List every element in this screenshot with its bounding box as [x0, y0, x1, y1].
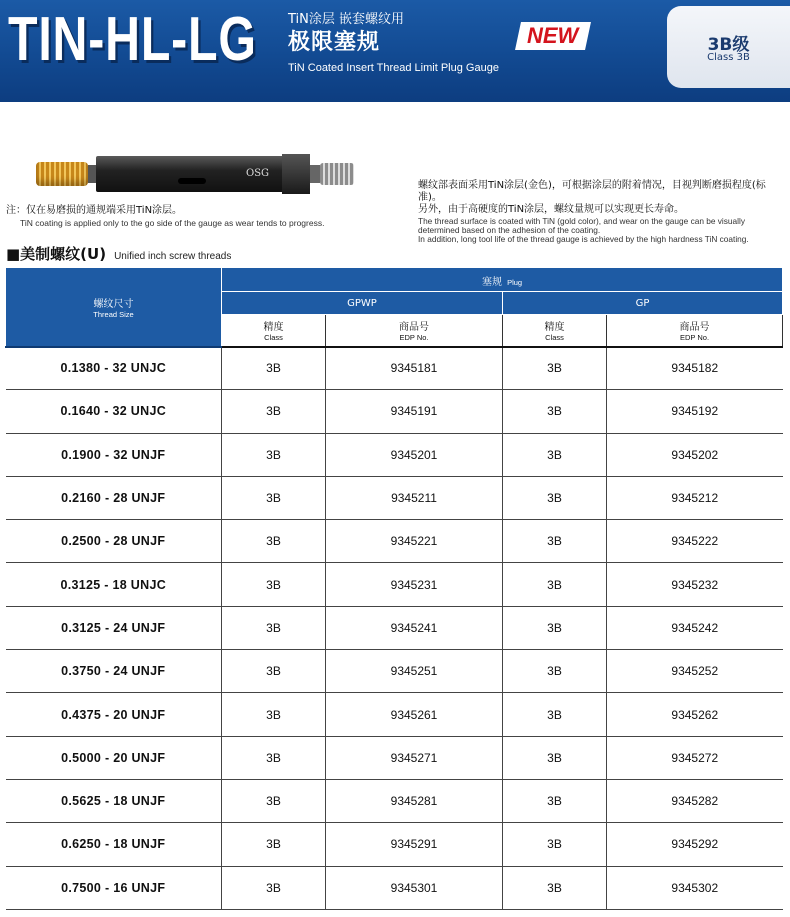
gpwp-class-cell: 3B	[222, 866, 326, 909]
coating-note-en: TiN coating is applied only to the go side of the gauge as wear tends to progress.	[20, 218, 325, 228]
spec-table	[5, 267, 783, 910]
gpwp-edp-cell: 9345251	[326, 650, 503, 693]
gp-edp-cell: 9345242	[607, 606, 783, 649]
gp-edp-header	[607, 315, 783, 347]
feature-en-1: The thread surface is coated with TiN (gold color), and wear on the gauge can be visually determined based on the adhesion of the coating.	[418, 215, 745, 235]
section-title-en: Unified inch screw threads	[114, 251, 232, 262]
table-row	[6, 866, 783, 909]
edp-header-en: EDP No.	[399, 333, 429, 343]
class-cn-label: 3B级	[707, 35, 750, 55]
gp-class-header	[503, 315, 607, 347]
gp-class-cell: 3B	[503, 433, 607, 476]
section-title-cn: ■美制螺纹(U)	[6, 245, 107, 263]
feature-en-2: In addition, long tool life of the thread gauge is achieved by the high hardness TiN coating.	[418, 234, 749, 245]
thread-size-header-cn: 螺纹尺寸	[93, 298, 134, 310]
table-row	[6, 563, 783, 606]
thread-size-cell: 0.5625 - 18 UNJF	[6, 779, 222, 822]
gpwp-edp-cell: 9345241	[326, 606, 503, 649]
thread-size-header-en: Thread Size	[93, 309, 134, 319]
class-header-en: Class	[264, 333, 283, 343]
gpwp-class-cell: 3B	[222, 736, 326, 779]
class-box	[667, 6, 790, 88]
subtitle-en: TiN Coated Insert Thread Limit Plug Gauge	[288, 62, 499, 74]
gpwp-edp-cell: 9345281	[326, 779, 503, 822]
gpwp-class-cell: 3B	[222, 823, 326, 866]
header-banner	[0, 0, 790, 102]
thread-size-cell: 0.7500 - 16 UNJF	[6, 866, 222, 909]
gp-header	[503, 292, 783, 315]
gpwp-header	[222, 292, 503, 315]
gp-class-cell: 3B	[503, 823, 607, 866]
class-en-label: Class 3B	[707, 52, 750, 63]
table-row	[6, 650, 783, 693]
gp-class-cell: 3B	[503, 606, 607, 649]
thread-size-header	[6, 268, 222, 347]
feature-description	[418, 180, 784, 244]
gpwp-edp-cell: 9345271	[326, 736, 503, 779]
gpwp-class-cell: 3B	[222, 650, 326, 693]
class-header-en: Class	[545, 333, 564, 343]
feature-cn-1: 螺纹部表面采用TiN涂层(金色)，可根据涂层的附着情况，目视判断磨损程度(标准)。	[418, 180, 766, 204]
gp-edp-cell: 9345202	[607, 433, 783, 476]
new-badge	[515, 22, 591, 50]
feature-cn-2: 另外，由于高硬度的TiN涂层，螺纹量规可以实现更长寿命。	[418, 204, 685, 216]
gpwp-class-cell: 3B	[222, 563, 326, 606]
table-row	[6, 390, 783, 433]
gpwp-edp-cell: 9345221	[326, 520, 503, 563]
thread-size-cell: 0.2500 - 28 UNJF	[6, 520, 222, 563]
thread-size-cell: 0.3125 - 18 UNJC	[6, 563, 222, 606]
table-row	[6, 693, 783, 736]
nogo-thread-silver	[320, 163, 354, 185]
thread-size-cell: 0.2160 - 28 UNJF	[6, 476, 222, 519]
section-heading	[6, 243, 231, 264]
coating-note	[6, 201, 406, 228]
gp-edp-cell: 9345232	[607, 563, 783, 606]
gp-edp-cell: 9345292	[607, 823, 783, 866]
go-thread-gold	[36, 162, 88, 186]
spec-table-body	[6, 347, 783, 910]
gp-header-label: GP	[635, 297, 650, 309]
gp-edp-cell: 9345302	[607, 866, 783, 909]
gpwp-class-cell: 3B	[222, 779, 326, 822]
gauge-handle	[96, 156, 296, 192]
thread-size-cell: 0.5000 - 20 UNJF	[6, 736, 222, 779]
table-row	[6, 476, 783, 519]
edp-header-en: EDP No.	[680, 333, 710, 343]
gauge-neck-right	[310, 165, 320, 183]
gpwp-class-cell: 3B	[222, 520, 326, 563]
gpwp-edp-cell: 9345181	[326, 347, 503, 390]
thread-size-cell: 0.1900 - 32 UNJF	[6, 433, 222, 476]
gpwp-edp-cell: 9345191	[326, 390, 503, 433]
plug-header	[222, 268, 783, 292]
gp-class-cell: 3B	[503, 693, 607, 736]
plug-gauge-image	[36, 152, 356, 196]
gpwp-class-cell: 3B	[222, 433, 326, 476]
gp-class-cell: 3B	[503, 779, 607, 822]
plug-header-en: Plug	[507, 278, 523, 287]
gpwp-edp-cell: 9345301	[326, 866, 503, 909]
gp-class-cell: 3B	[503, 650, 607, 693]
gp-class-cell: 3B	[503, 347, 607, 390]
gp-class-cell: 3B	[503, 476, 607, 519]
gpwp-edp-cell: 9345261	[326, 693, 503, 736]
osg-logo: OSG	[246, 168, 270, 179]
gpwp-edp-cell: 9345211	[326, 476, 503, 519]
class-header-cn: 精度	[544, 322, 565, 334]
gpwp-class-cell: 3B	[222, 693, 326, 736]
new-badge-label: NEW	[527, 23, 579, 48]
gpwp-edp-cell: 9345231	[326, 563, 503, 606]
title-cn: 极限塞规	[288, 30, 381, 55]
gp-class-cell: 3B	[503, 736, 607, 779]
gp-edp-cell: 9345282	[607, 779, 783, 822]
table-row	[6, 823, 783, 866]
thread-size-cell: 0.6250 - 18 UNJF	[6, 823, 222, 866]
gp-edp-cell: 9345252	[607, 650, 783, 693]
table-row	[6, 347, 783, 390]
subtitle-cn: TiN涂层 嵌套螺纹用	[288, 12, 405, 27]
thread-size-cell: 0.1380 - 32 UNJC	[6, 347, 222, 390]
gpwp-class-header	[222, 315, 326, 347]
gpwp-header-label: GPWP	[347, 297, 377, 309]
table-row	[6, 433, 783, 476]
gpwp-class-cell: 3B	[222, 347, 326, 390]
gp-class-cell: 3B	[503, 520, 607, 563]
gp-edp-cell: 9345192	[607, 390, 783, 433]
coating-note-cn: 注：仅在易磨损的通规端采用TiN涂层。	[6, 205, 183, 216]
gpwp-edp-cell: 9345201	[326, 433, 503, 476]
table-row	[6, 520, 783, 563]
thread-size-cell: 0.4375 - 20 UNJF	[6, 693, 222, 736]
handle-slot	[178, 178, 206, 184]
gp-edp-cell: 9345262	[607, 693, 783, 736]
gp-edp-cell: 9345272	[607, 736, 783, 779]
edp-header-cn: 商品号	[399, 322, 429, 334]
gpwp-edp-header	[326, 315, 503, 347]
gp-edp-cell: 9345222	[607, 520, 783, 563]
table-row	[6, 606, 783, 649]
thread-size-cell: 0.3750 - 24 UNJF	[6, 650, 222, 693]
gauge-collar	[282, 154, 310, 194]
gp-class-cell: 3B	[503, 390, 607, 433]
table-row	[6, 779, 783, 822]
class-header-cn: 精度	[263, 322, 284, 334]
product-title: TIN-HL-LG	[8, 5, 257, 74]
thread-size-cell: 0.1640 - 32 UNJC	[6, 390, 222, 433]
gp-edp-cell: 9345182	[607, 347, 783, 390]
table-row	[6, 736, 783, 779]
gpwp-class-cell: 3B	[222, 606, 326, 649]
gpwp-class-cell: 3B	[222, 476, 326, 519]
gp-class-cell: 3B	[503, 563, 607, 606]
gpwp-edp-cell: 9345291	[326, 823, 503, 866]
gp-class-cell: 3B	[503, 866, 607, 909]
gp-edp-cell: 9345212	[607, 476, 783, 519]
thread-size-cell: 0.3125 - 24 UNJF	[6, 606, 222, 649]
gpwp-class-cell: 3B	[222, 390, 326, 433]
edp-header-cn: 商品号	[679, 322, 710, 334]
plug-header-cn: 塞规	[481, 277, 502, 288]
